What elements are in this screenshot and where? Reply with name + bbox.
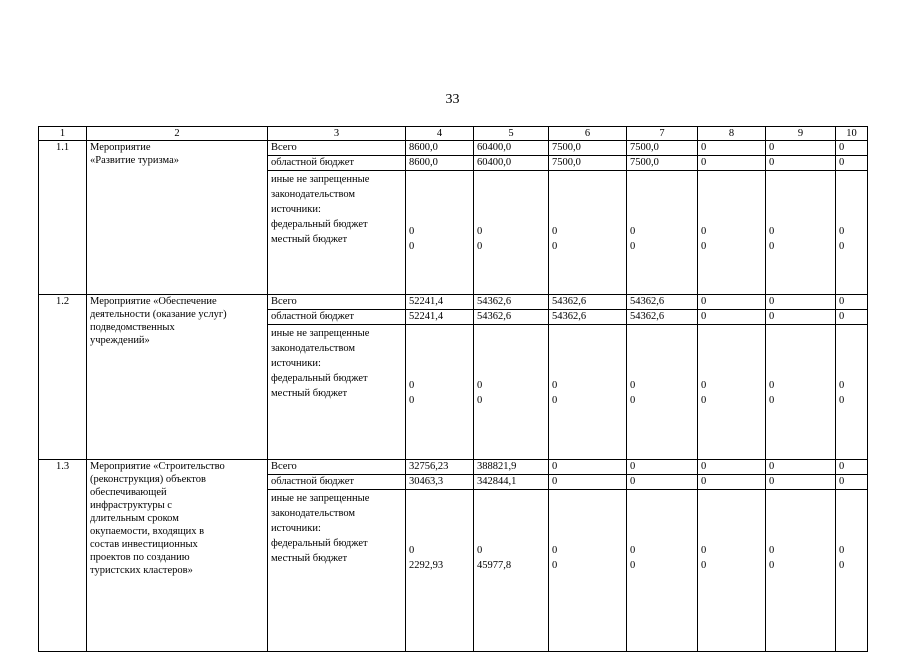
federal-value: 0: [630, 226, 636, 237]
total-value: 54362,6: [474, 295, 549, 310]
total-value: 0: [549, 460, 627, 475]
source-total-label: Всего: [268, 295, 406, 310]
total-value: 388821,9: [474, 460, 549, 475]
funding-table: [38, 126, 868, 652]
regional-value: 0: [698, 156, 766, 171]
local-value: 0: [769, 560, 775, 571]
federal-local-values: [406, 490, 474, 652]
regional-value: 52241,4: [406, 310, 474, 325]
federal-value: 0: [477, 226, 483, 237]
activity-name: Мероприятие «Строительство (реконструкция) объектов обеспечивающей инфраструктуры с длительным сроком окупаемости, входящих в состав инвестиционных проектов по созданию туристских кластеров»: [87, 460, 268, 652]
local-value: 0: [552, 241, 558, 252]
local-value: 0: [477, 241, 483, 252]
column-header-5: 5: [474, 127, 549, 141]
regional-value: 30463,3: [406, 475, 474, 490]
local-value: 0: [630, 560, 636, 571]
local-value: 2292,93: [409, 560, 444, 571]
source-other-label: иные не запрещенные законодательством источники: федеральный бюджет местный бюджет: [268, 171, 406, 295]
local-value: 0: [552, 395, 558, 406]
header-row: [39, 127, 868, 141]
total-value: 7500,0: [549, 141, 627, 156]
total-value: 0: [698, 141, 766, 156]
local-value: 0: [409, 241, 415, 252]
regional-value: 0: [766, 310, 836, 325]
federal-value: 0: [769, 545, 775, 556]
total-value: 54362,6: [549, 295, 627, 310]
column-header-8: 8: [698, 127, 766, 141]
table-row: [39, 141, 868, 156]
source-regional-label: областной бюджет: [268, 156, 406, 171]
federal-value: 0: [477, 545, 483, 556]
total-value: 0: [836, 460, 868, 475]
source-regional-label: областной бюджет: [268, 475, 406, 490]
federal-value: 0: [630, 380, 636, 391]
federal-local-values: [549, 490, 627, 652]
local-value: 0: [409, 395, 415, 406]
regional-value: 8600,0: [406, 156, 474, 171]
federal-value: 0: [701, 545, 707, 556]
federal-value: 0: [552, 545, 558, 556]
table-row: [39, 295, 868, 310]
local-value: 0: [839, 241, 845, 252]
federal-value: 0: [630, 545, 636, 556]
local-value: 0: [477, 395, 483, 406]
federal-value: 0: [409, 380, 415, 391]
federal-value: 0: [839, 380, 845, 391]
column-header-2: 2: [87, 127, 268, 141]
total-value: 0: [698, 295, 766, 310]
federal-local-values: [549, 325, 627, 460]
federal-value: 0: [552, 380, 558, 391]
federal-local-values: [698, 490, 766, 652]
local-value: 0: [769, 241, 775, 252]
source-regional-label: областной бюджет: [268, 310, 406, 325]
column-header-4: 4: [406, 127, 474, 141]
federal-value: 0: [409, 226, 415, 237]
regional-value: 0: [836, 475, 868, 490]
regional-value: 0: [549, 475, 627, 490]
federal-local-values: [406, 171, 474, 295]
federal-value: 0: [769, 380, 775, 391]
regional-value: 342844,1: [474, 475, 549, 490]
federal-local-values: [474, 171, 549, 295]
source-total-label: Всего: [268, 460, 406, 475]
table-row: [39, 460, 868, 475]
federal-local-values: [766, 171, 836, 295]
activity-name: Мероприятие «Развитие туризма»: [87, 141, 268, 295]
federal-local-values: [836, 325, 868, 460]
regional-value: 0: [766, 475, 836, 490]
federal-value: 0: [769, 226, 775, 237]
total-value: 0: [836, 295, 868, 310]
total-value: 0: [766, 141, 836, 156]
total-value: 8600,0: [406, 141, 474, 156]
regional-value: 0: [836, 156, 868, 171]
federal-local-values: [627, 325, 698, 460]
regional-value: 60400,0: [474, 156, 549, 171]
local-value: 0: [839, 395, 845, 406]
federal-local-values: [627, 171, 698, 295]
total-value: 0: [766, 460, 836, 475]
federal-value: 0: [701, 380, 707, 391]
regional-value: 0: [698, 310, 766, 325]
activity-name: Мероприятие «Обеспечение деятельности (оказание услуг) подведомственных учреждений»: [87, 295, 268, 460]
federal-local-values: [766, 325, 836, 460]
federal-local-values: [836, 490, 868, 652]
federal-value: 0: [839, 226, 845, 237]
federal-value: 0: [552, 226, 558, 237]
federal-local-values: [627, 490, 698, 652]
federal-value: 0: [477, 380, 483, 391]
total-value: 60400,0: [474, 141, 549, 156]
source-total-label: Всего: [268, 141, 406, 156]
total-value: 52241,4: [406, 295, 474, 310]
regional-value: 0: [766, 156, 836, 171]
federal-local-values: [698, 171, 766, 295]
total-value: 0: [766, 295, 836, 310]
source-other-label: иные не запрещенные законодательством источники: федеральный бюджет местный бюджет: [268, 325, 406, 460]
local-value: 0: [701, 241, 707, 252]
federal-local-values: [836, 171, 868, 295]
federal-value: 0: [839, 545, 845, 556]
local-value: 0: [769, 395, 775, 406]
column-header-9: 9: [766, 127, 836, 141]
column-header-1: 1: [39, 127, 87, 141]
column-header-10: 10: [836, 127, 868, 141]
regional-value: 0: [698, 475, 766, 490]
federal-local-values: [474, 490, 549, 652]
item-number: 1.2: [39, 295, 87, 460]
item-number: 1.1: [39, 141, 87, 295]
local-value: 0: [701, 560, 707, 571]
total-value: 0: [627, 460, 698, 475]
federal-local-values: [474, 325, 549, 460]
total-value: 32756,23: [406, 460, 474, 475]
regional-value: 7500,0: [627, 156, 698, 171]
federal-value: 0: [409, 545, 415, 556]
federal-value: 0: [701, 226, 707, 237]
column-header-3: 3: [268, 127, 406, 141]
local-value: 0: [630, 241, 636, 252]
local-value: 0: [701, 395, 707, 406]
total-value: 0: [698, 460, 766, 475]
total-value: 7500,0: [627, 141, 698, 156]
local-value: 0: [552, 560, 558, 571]
column-header-6: 6: [549, 127, 627, 141]
regional-value: 7500,0: [549, 156, 627, 171]
federal-local-values: [766, 490, 836, 652]
total-value: 54362,6: [627, 295, 698, 310]
federal-local-values: [549, 171, 627, 295]
column-header-7: 7: [627, 127, 698, 141]
federal-local-values: [698, 325, 766, 460]
federal-local-values: [406, 325, 474, 460]
total-value: 0: [836, 141, 868, 156]
regional-value: 0: [836, 310, 868, 325]
regional-value: 54362,6: [474, 310, 549, 325]
local-value: 45977,8: [477, 560, 512, 571]
page-number: 33: [445, 92, 460, 107]
item-number: 1.3: [39, 460, 87, 652]
source-other-label: иные не запрещенные законодательством источники: федеральный бюджет местный бюджет: [268, 490, 406, 652]
regional-value: 54362,6: [627, 310, 698, 325]
local-value: 0: [839, 560, 845, 571]
regional-value: 0: [627, 475, 698, 490]
local-value: 0: [630, 395, 636, 406]
regional-value: 54362,6: [549, 310, 627, 325]
